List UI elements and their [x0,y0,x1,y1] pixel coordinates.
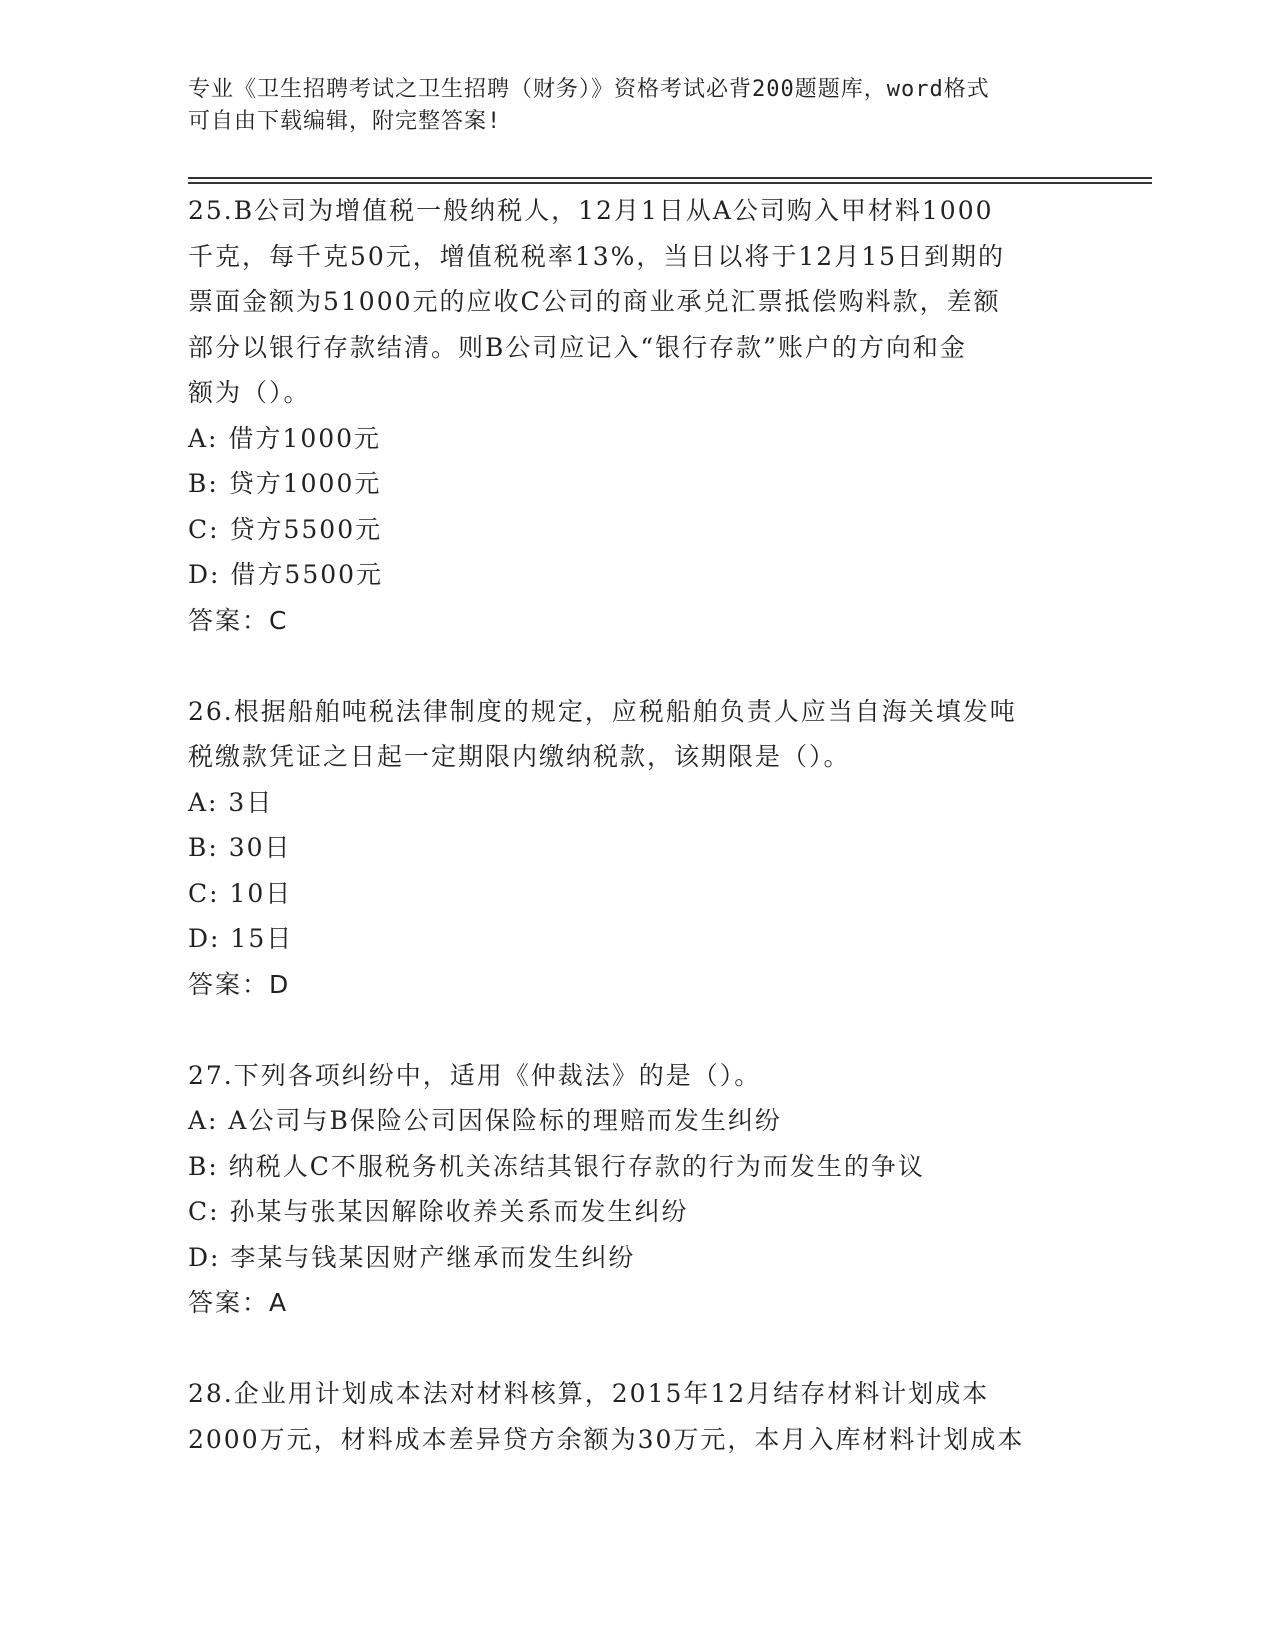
question-stem-line: 税缴款凭证之日起一定期限内缴纳税款，该期限是（）。 [188,742,851,771]
question-block [188,188,1088,643]
option-b: B: 贷方1000元 [188,469,382,498]
answer-line: 答案：C [188,605,289,635]
question-spacer [188,643,1088,689]
option-d: D: 李某与钱某因财产继承而发生纠纷 [188,1242,636,1272]
question-stem-line: 28.企业用计划成本法对材料核算，2015年12月结存材料计划成本 [188,1379,990,1408]
question-list [188,188,1088,1462]
option-b: B: 30日 [188,833,292,862]
header-divider-top [188,177,1152,179]
option-c: C: 10日 [188,878,293,908]
answer-line: 答案：A [188,1288,289,1317]
question-spacer [188,1326,1088,1372]
header-title-line-1: 专业《卫生招聘考试之卫生招聘（财务）》资格考试必背200题题库，word格式 [188,77,990,102]
question-spacer [188,1007,1088,1053]
question-stem-line: 额为（）。 [188,378,311,407]
option-a: A: 借方1000元 [188,423,382,453]
option-a: A: A公司与B保险公司因保险标的理赔而发生纠纷 [188,1106,782,1135]
option-d: D: 15日 [188,924,294,953]
question-block [188,1371,1088,1462]
option-d: D: 借方5500元 [188,560,384,589]
question-stem-line: 票面金额为51000元的应收C公司的商业承兑汇票抵偿购料款，差额 [188,287,1001,316]
question-stem-line: 2000万元，材料成本差异贷方余额为30万元，本月入库材料计划成本 [188,1424,1025,1454]
question-block [188,1053,1088,1326]
question-stem-line: 千克，每千克50元，增值税税率13%，当日以将于12月15日到期的 [188,241,1006,271]
question-stem-line: 25.B公司为增值税一般纳税人，12月1日从A公司购入甲材料1000 [188,196,994,225]
question-stem-line: 部分以银行存款结清。则B公司应记入“银行存款”账户的方向和金 [188,332,967,362]
answer-line: 答案：D [188,969,291,999]
header-divider-bottom [188,182,1152,184]
header-title-line-2: 可自由下载编辑，附完整答案! [188,109,502,134]
option-b: B: 纳税人C不服税务机关冻结其银行存款的行为而发生的争议 [188,1151,925,1181]
question-stem-line: 27.下列各项纠纷中，适用《仲裁法》的是（）。 [188,1060,762,1090]
document-header [188,74,1088,138]
question-stem-line: 26.根据船舶吨税法律制度的规定，应税船舶负责人应当自海关填发吨 [188,696,1017,726]
option-c: C: 贷方5500元 [188,514,383,544]
option-c: C: 孙某与张某因解除收养关系而发生纠纷 [188,1197,689,1226]
question-block [188,689,1088,1008]
option-a: A: 3日 [188,787,274,817]
